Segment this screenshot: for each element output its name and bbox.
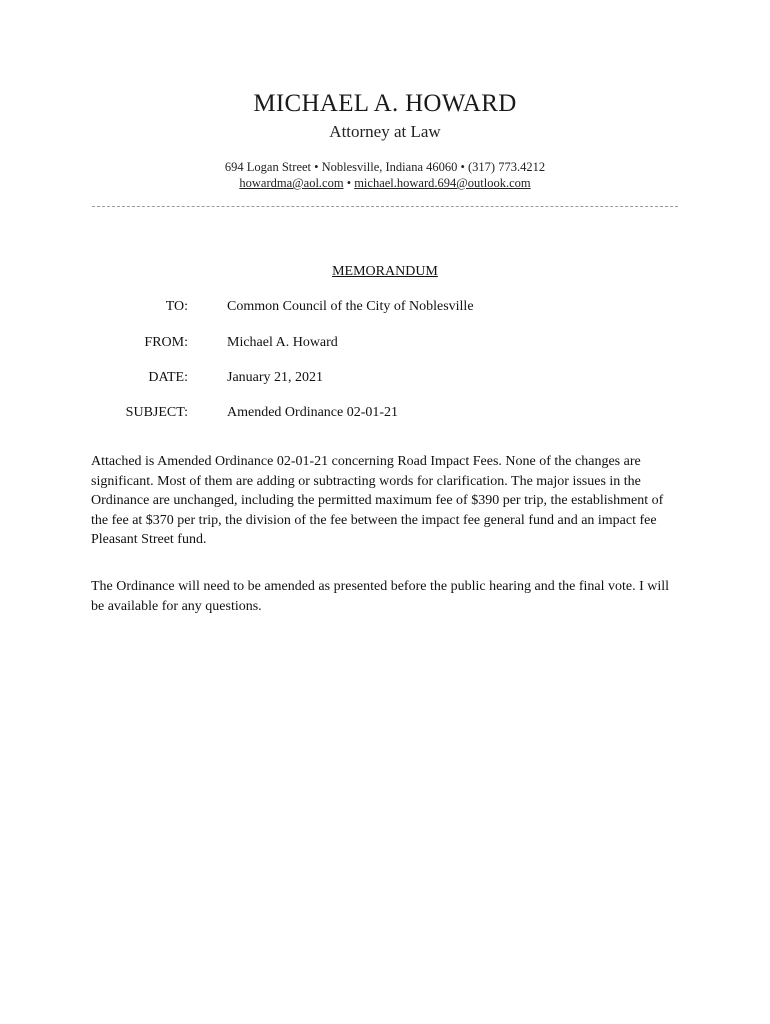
from-value: Michael A. Howard bbox=[227, 335, 338, 350]
memo-field-to bbox=[0, 297, 770, 317]
memo-field-from bbox=[0, 333, 770, 353]
memo-field-subject bbox=[0, 403, 770, 423]
body-paragraph: The Ordinance will need to be amended as presented before the public hearing and the final vote. I will be available for any questions. bbox=[91, 579, 670, 614]
body-paragraph: Attached is Amended Ordinance 02-01-21 concerning Road Impact Fees. None of the changes are significant. Most of them are adding or subtracting words for clarification. The major issues in the Ordinance are unchanged, including the permitted maximum fee of $390 per trip, the establishment of the fee at $370 per trip, the division of the fee between the impact fee general fund and an impact fee Pleasant Street fund. bbox=[91, 454, 664, 547]
letterhead-divider bbox=[92, 206, 678, 207]
address-line: 694 Logan Street • Noblesville, Indiana 46060 • (317) 773.4212 bbox=[224, 160, 546, 174]
memo-field-date bbox=[0, 368, 770, 388]
from-label: FROM: bbox=[144, 335, 188, 350]
to-value: Common Council of the City of Noblesville bbox=[227, 299, 474, 314]
subject-label: SUBJECT: bbox=[125, 405, 188, 420]
email-separator: • bbox=[343, 176, 355, 190]
date-label: DATE: bbox=[148, 370, 188, 385]
email-line bbox=[0, 175, 770, 191]
attorney-title: Attorney at Law bbox=[329, 122, 441, 141]
subject-value: Amended Ordinance 02-01-21 bbox=[227, 405, 399, 420]
attorney-name: MICHAEL A. HOWARD bbox=[253, 90, 517, 117]
to-label: TO: bbox=[165, 299, 188, 314]
letterhead bbox=[0, 88, 770, 191]
email-link-secondary[interactable]: michael.howard.694@outlook.com bbox=[354, 176, 531, 190]
email-link-primary[interactable]: howardma@aol.com bbox=[239, 176, 344, 190]
memo-heading: MEMORANDUM bbox=[332, 264, 438, 279]
date-value: January 21, 2021 bbox=[227, 370, 324, 385]
